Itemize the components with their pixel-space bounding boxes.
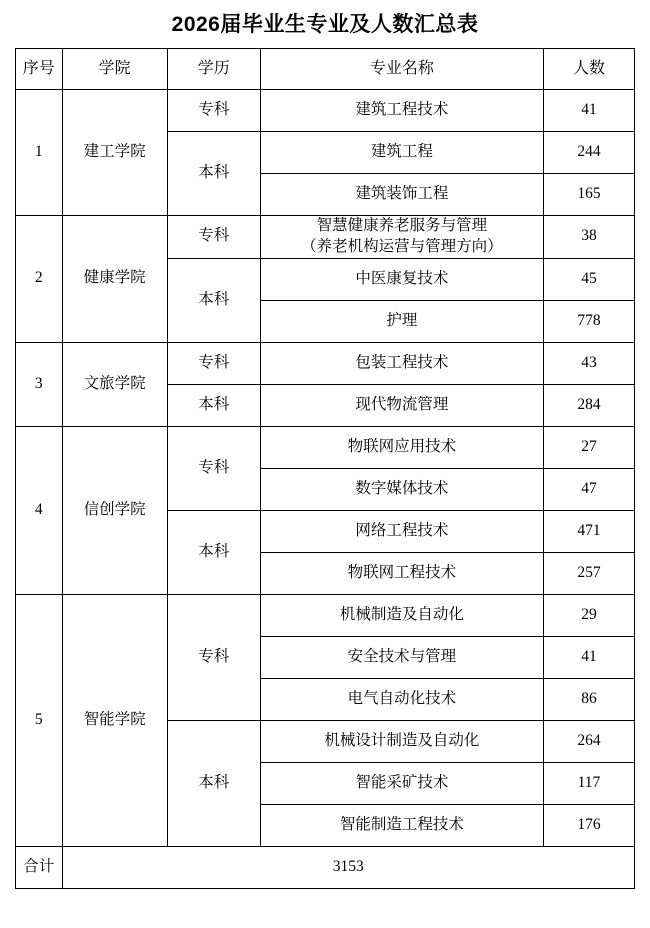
- cell-degree: 本科: [167, 720, 260, 846]
- cell-count: 47: [543, 468, 634, 510]
- cell-major: 安全技术与管理: [260, 636, 543, 678]
- table-row: [16, 90, 635, 132]
- table-body: [16, 90, 635, 889]
- cell-count: 29: [543, 594, 634, 636]
- cell-major: 智能采矿技术: [260, 762, 543, 804]
- cell-major-line1: 智慧健康养老服务与管理: [316, 217, 488, 234]
- cell-major: 护理: [260, 300, 543, 342]
- cell-college: 信创学院: [62, 426, 167, 594]
- column-header-college: 学院: [62, 49, 167, 90]
- column-header-degree: 学历: [167, 49, 260, 90]
- cell-count: 778: [543, 300, 634, 342]
- cell-count: 117: [543, 762, 634, 804]
- cell-count: 27: [543, 426, 634, 468]
- cell-major: 机械制造及自动化: [260, 594, 543, 636]
- cell-degree: 本科: [167, 510, 260, 594]
- cell-college: 智能学院: [62, 594, 167, 846]
- cell-degree: 本科: [167, 384, 260, 426]
- cell-degree: 专科: [167, 594, 260, 720]
- cell-major: [260, 216, 543, 259]
- column-header-major: 专业名称: [260, 49, 543, 90]
- cell-college: 文旅学院: [62, 342, 167, 426]
- cell-count: 284: [543, 384, 634, 426]
- cell-degree: 专科: [167, 216, 260, 259]
- cell-major: 建筑工程: [260, 132, 543, 174]
- cell-degree: 本科: [167, 258, 260, 342]
- cell-count: 257: [543, 552, 634, 594]
- cell-major: 现代物流管理: [260, 384, 543, 426]
- cell-count: 86: [543, 678, 634, 720]
- cell-seq: 5: [16, 594, 63, 846]
- cell-count: 471: [543, 510, 634, 552]
- cell-major: 网络工程技术: [260, 510, 543, 552]
- cell-count: 176: [543, 804, 634, 846]
- cell-count: 43: [543, 342, 634, 384]
- cell-major: 智能制造工程技术: [260, 804, 543, 846]
- table-row: [16, 216, 635, 259]
- cell-major: 数字媒体技术: [260, 468, 543, 510]
- cell-major: 物联网工程技术: [260, 552, 543, 594]
- cell-degree: 专科: [167, 426, 260, 510]
- cell-major: 电气自动化技术: [260, 678, 543, 720]
- cell-major: 建筑装饰工程: [260, 174, 543, 216]
- cell-count: 41: [543, 636, 634, 678]
- cell-college: 建工学院: [62, 90, 167, 216]
- cell-count: 165: [543, 174, 634, 216]
- cell-major: 建筑工程技术: [260, 90, 543, 132]
- cell-count: 41: [543, 90, 634, 132]
- cell-count: 244: [543, 132, 634, 174]
- cell-seq: 3: [16, 342, 63, 426]
- cell-major: 中医康复技术: [260, 258, 543, 300]
- cell-count: 38: [543, 216, 634, 259]
- cell-degree: 本科: [167, 132, 260, 216]
- cell-major: 包装工程技术: [260, 342, 543, 384]
- table-row: [16, 342, 635, 384]
- cell-count: 45: [543, 258, 634, 300]
- cell-seq: 4: [16, 426, 63, 594]
- table-header-row: [16, 49, 635, 90]
- cell-major: 机械设计制造及自动化: [260, 720, 543, 762]
- cell-total-value: 3153: [62, 846, 634, 888]
- page-title: 2026届毕业生专业及人数汇总表: [171, 13, 479, 36]
- cell-degree: 专科: [167, 90, 260, 132]
- cell-major-line2: （养老机构运营与管理方向）: [301, 237, 503, 255]
- graduates-summary-table: [15, 48, 635, 889]
- cell-seq: 1: [16, 90, 63, 216]
- cell-degree: 专科: [167, 342, 260, 384]
- table-row: [16, 594, 635, 636]
- table-row: [16, 426, 635, 468]
- cell-college: 健康学院: [62, 216, 167, 343]
- cell-seq: 2: [16, 216, 63, 343]
- table-header: [16, 49, 635, 90]
- column-header-seq: 序号: [16, 49, 63, 90]
- column-header-count: 人数: [543, 49, 634, 90]
- table-total-row: [16, 846, 635, 888]
- cell-count: 264: [543, 720, 634, 762]
- cell-total-label: 合计: [16, 846, 63, 888]
- cell-major: 物联网应用技术: [260, 426, 543, 468]
